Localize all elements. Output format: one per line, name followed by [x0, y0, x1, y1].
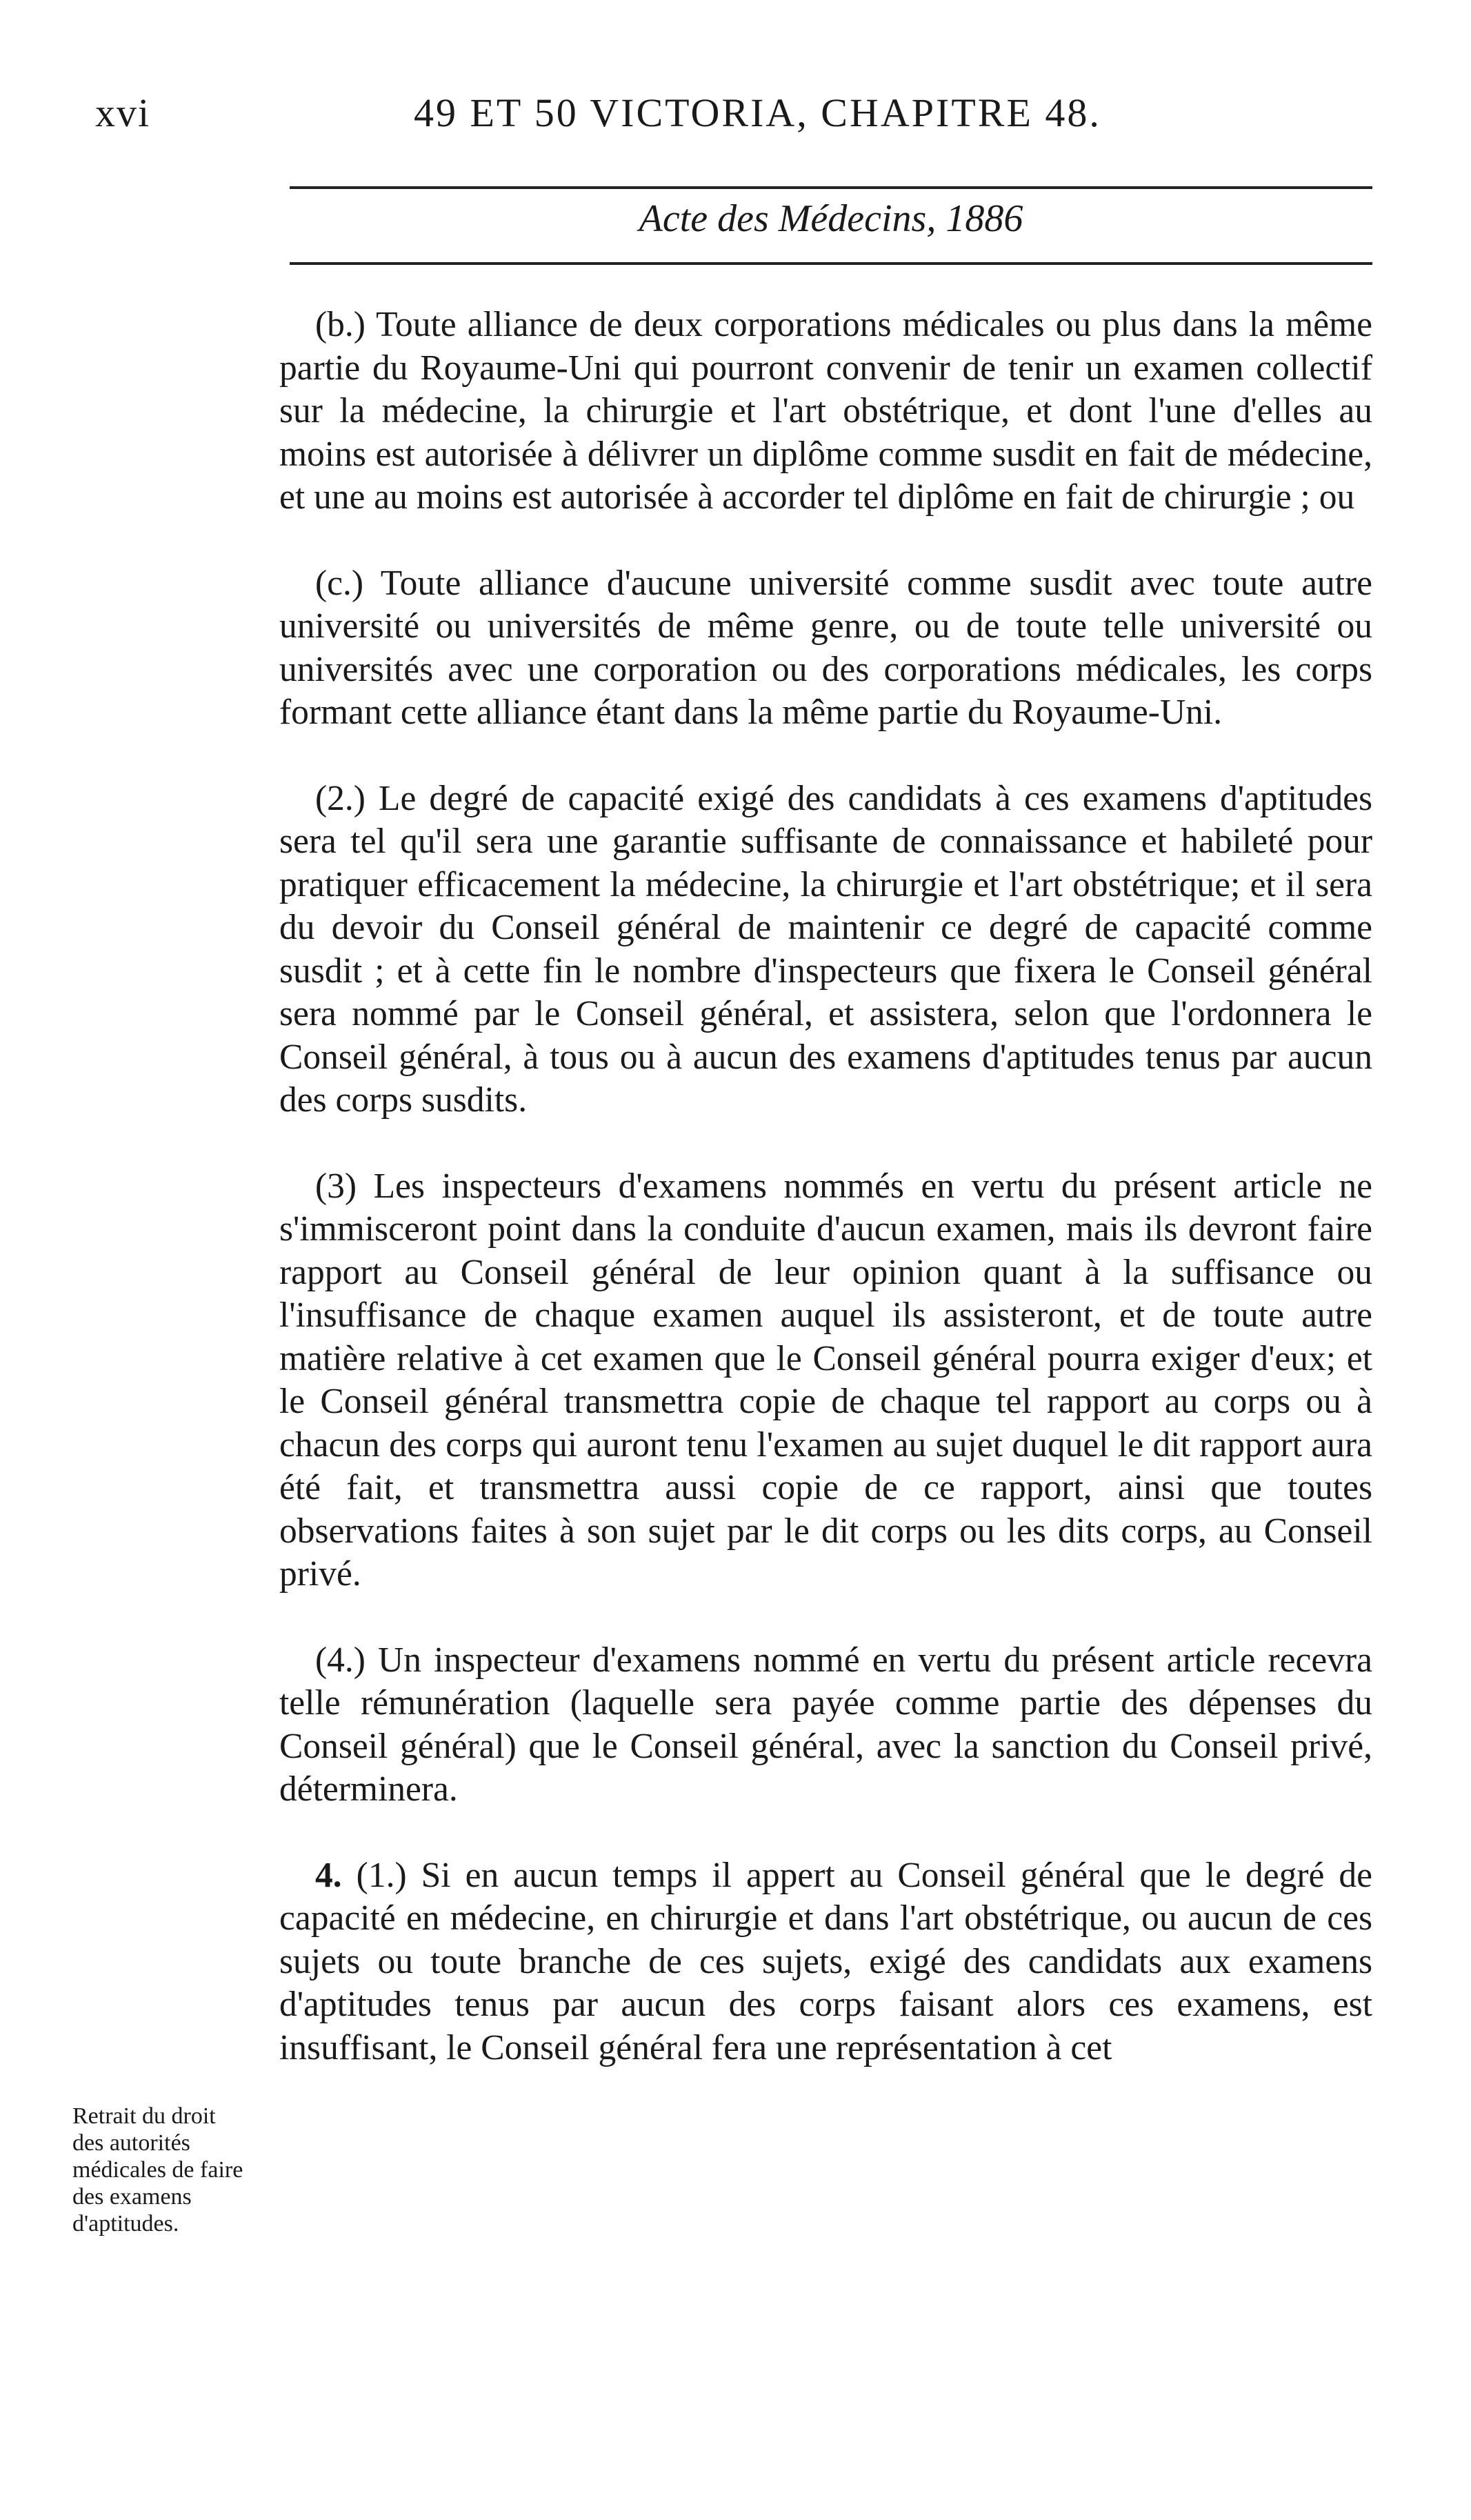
paragraph-3: (3) Les inspecteurs d'examens nommés en vertu du présent article ne s'immisceront point dans la conduite d'aucun examen, mais ils devront faire rapport au Conseil général de leur opinion quant à la suffisance ou l'insuffisance de chaque examen auquel ils assisteront, et de toute autre matière relative à cet examen que le Conseil général pourra exiger d'eux; et le Conseil général transmettra copie de chaque tel rapport au corps ou à chacun des corps qui auront tenu l'examen au sujet duquel le dit rapport aura été fait, et transmettra aussi copie de ce rapport, ainsi que toutes observations faites à son sujet par le dit corps ou les dits corps, au Conseil privé. [279, 1166, 1372, 1594]
body-text [279, 304, 1372, 2070]
paragraph-4: (4.) Un inspecteur d'examens nommé en vertu du présent article recevra telle rémunération (laquelle sera payée comme partie des dépenses du Conseil général) que le Conseil général, avec la sanction du Conseil privé, déterminera. [279, 1640, 1372, 1809]
header-rule-top [290, 186, 1372, 189]
paragraph-2: (2.) Le degré de capacité exigé des candidats à ces examens d'aptitudes sera tel qu'il sera une garantie suffisante de connaissance et habileté pour pratiquer efficacement la médecine, la chirurgie et l'art obstétrique; et il sera du devoir du Conseil général de maintenir ce degré de capacité comme susdit ; et à cette fin le nombre d'inspecteurs que fixera le Conseil général sera nommé par le Conseil général, et assistera, selon que l'ordonnera le Conseil général, à tous ou à aucun des examens d'aptitudes tenus par aucun des corps susdits. [279, 778, 1372, 1120]
section-4-text: (1.) Si en aucun temps il appert au Conseil général que le degré de capacité en médecine, en chirurgie et dans l'art obstétrique, ou aucun de ces sujets ou toute branche de ces sujets, exigé des candidats aux examens d'aptitudes tenus par aucun des corps faisant alors ces examens, est insuffisant, le Conseil général fera une représentation à cet [279, 1855, 1372, 2067]
paragraph-c: (c.) Toute alliance d'aucune université comme susdit avec toute autre université ou universités de même genre, ou de toute telle université ou universités avec une corporation ou des corporations médicales, les corps formant cette alliance étant dans la même partie du Royaume-Uni. [279, 563, 1372, 732]
act-title: Acte des Médecins, 1886 [639, 197, 1023, 240]
section-number: 4. [315, 1855, 342, 1895]
marginal-note: Retrait du droit des autorités médicales de faire des examens d'aptitudes. [72, 2103, 243, 2236]
page-number: xvi [95, 90, 151, 135]
paragraph-b: (b.) Toute alliance de deux corporations médicales ou plus dans la même partie du Royaume-Uni qui pourront convenir de tenir un examen collectif sur la médecine, la chirurgie et l'art obstétrique, et dont l'une d'elles au moins est autorisée à délivrer un diplôme comme susdit en fait de médecine, et une au moins est autorisée à accorder tel diplôme en fait de chirurgie ; ou [279, 305, 1372, 517]
header-rule-bottom [290, 262, 1372, 265]
section-4-paragraph [279, 1854, 1372, 2070]
running-head: 49 ET 50 VICTORIA, CHAPITRE 48. [414, 90, 1101, 135]
